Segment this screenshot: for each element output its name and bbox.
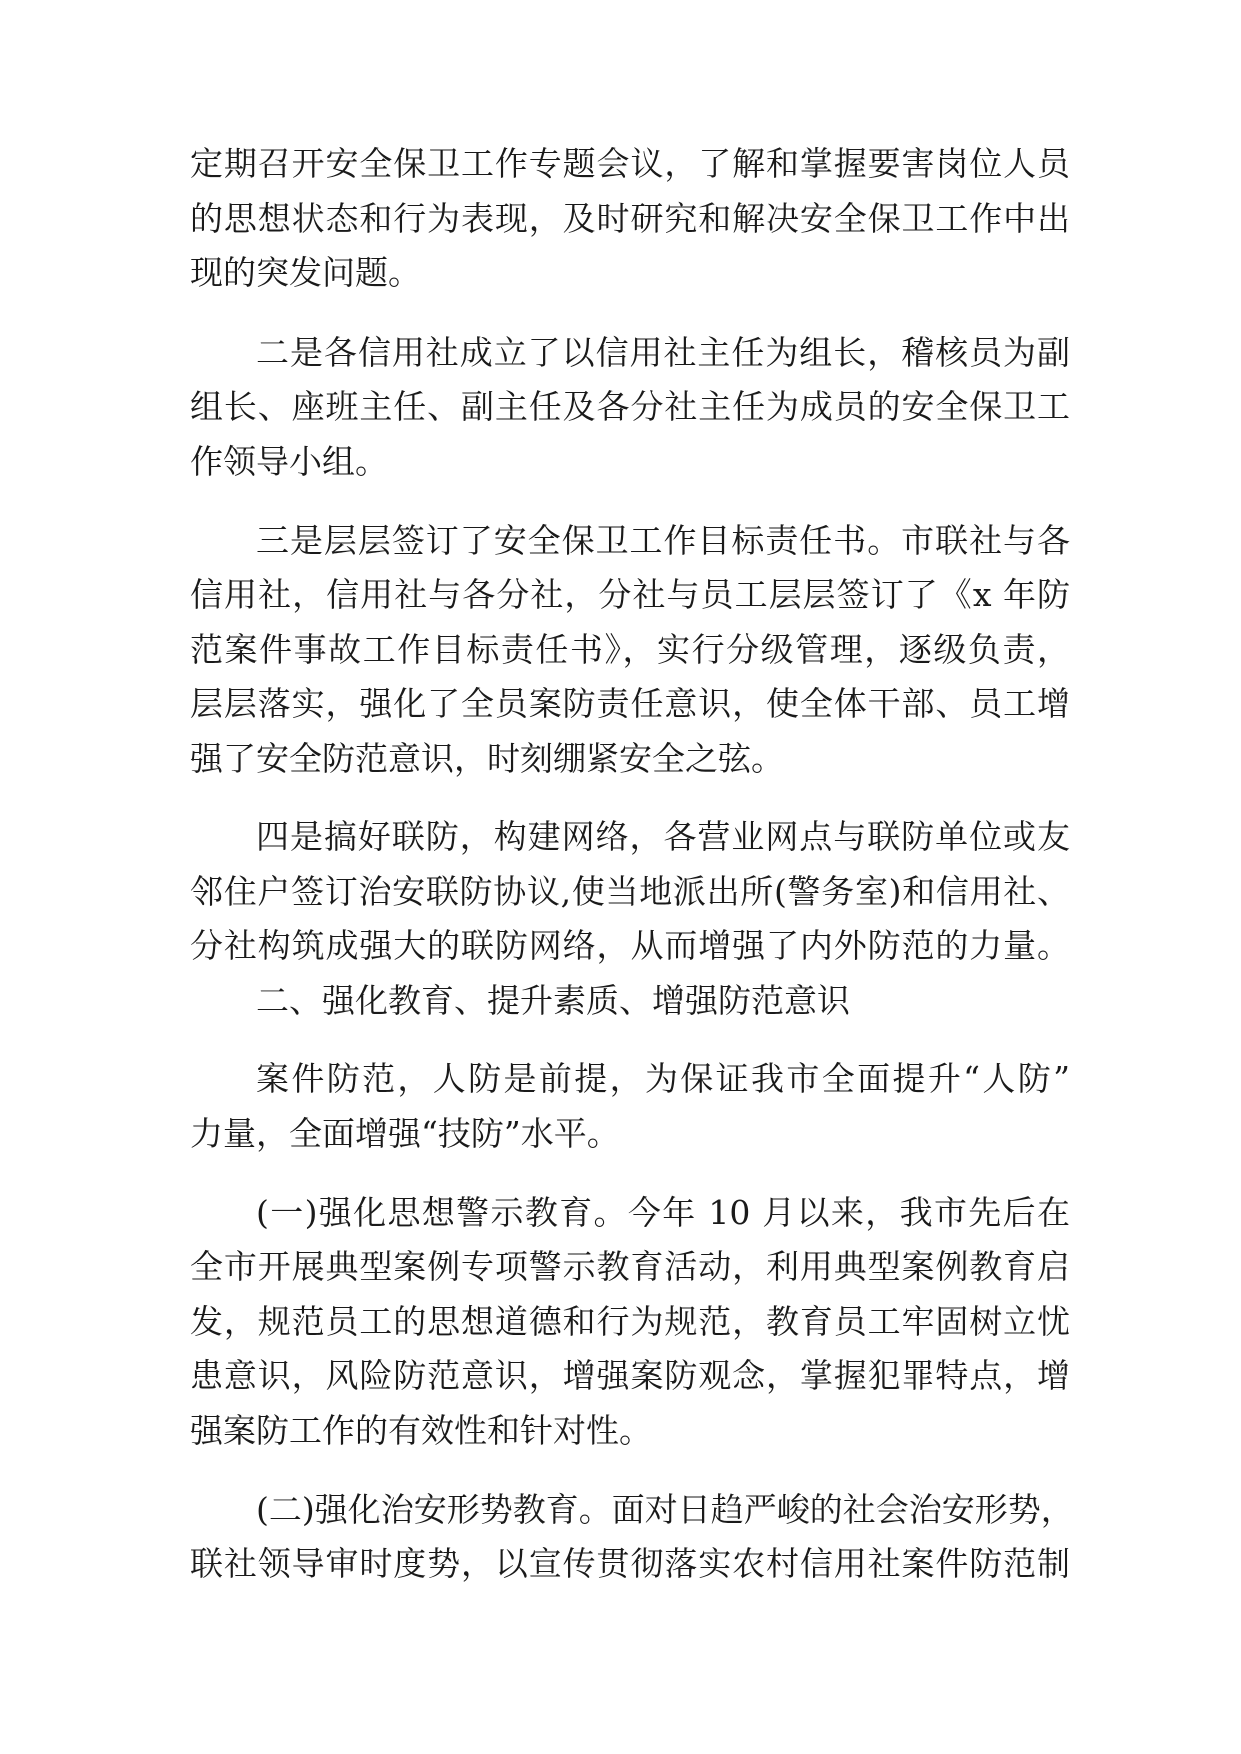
section-heading: 二、强化教育、提升素质、增强防范意识 bbox=[256, 981, 850, 1020]
text-line: (一)强化思想警示教育。今年 10 月以来，我市先后在 bbox=[256, 1193, 1070, 1232]
text-line: 信用社，信用社与各分社，分社与员工层层签订了《x 年防 bbox=[190, 575, 1070, 614]
text-line: 层层落实，强化了全员案防责任意识，使全体干部、员工增 bbox=[190, 684, 1070, 723]
text-line: 强案防工作的有效性和针对性。 bbox=[190, 1411, 652, 1450]
text-line: 三是层层签订了安全保卫工作目标责任书。市联社与各 bbox=[256, 521, 1070, 560]
text-line: (二)强化治安形势教育。面对日趋严峻的社会治安形势， bbox=[256, 1490, 1074, 1529]
text-line: 作领导小组。 bbox=[190, 442, 388, 481]
text-line: 发，规范员工的思想道德和行为规范，教育员工牢固树立忧 bbox=[190, 1302, 1070, 1341]
text-line: 力量，全面增强“技防”水平。 bbox=[190, 1114, 620, 1153]
text-line: 二是各信用社成立了以信用社主任为组长，稽核员为副 bbox=[256, 333, 1070, 372]
text-line: 的思想状态和行为表现，及时研究和解决安全保卫工作中出 bbox=[190, 199, 1070, 238]
text-line: 组长、座班主任、副主任及各分社主任为成员的安全保卫工 bbox=[190, 387, 1070, 426]
text-line: 定期召开安全保卫工作专题会议，了解和掌握要害岗位人员 bbox=[190, 144, 1070, 183]
text-line: 强了安全防范意识，时刻绷紧安全之弦。 bbox=[190, 739, 784, 778]
text-line: 患意识，风险防范意识，增强案防观念，掌握犯罪特点，增 bbox=[190, 1356, 1070, 1395]
text-line: 联社领导审时度势，以宣传贯彻落实农村信用社案件防范制 bbox=[190, 1544, 1070, 1583]
text-line: 范案件事故工作目标责任书》，实行分级管理，逐级负责， bbox=[190, 630, 1070, 669]
text-line: 现的突发问题。 bbox=[190, 253, 421, 292]
text-line: 分社构筑成强大的联防网络，从而增强了内外防范的力量。 bbox=[190, 926, 1070, 965]
text-line: 四是搞好联防，构建网络，各营业网点与联防单位或友 bbox=[256, 817, 1070, 856]
text-line: 案件防范，人防是前提，为保证我市全面提升“人防” bbox=[256, 1059, 1070, 1098]
text-line: 邻住户签订治安联防协议,使当地派出所(警务室)和信用社、 bbox=[190, 872, 1070, 911]
text-line: 全市开展典型案例专项警示教育活动，利用典型案例教育启 bbox=[190, 1247, 1070, 1286]
